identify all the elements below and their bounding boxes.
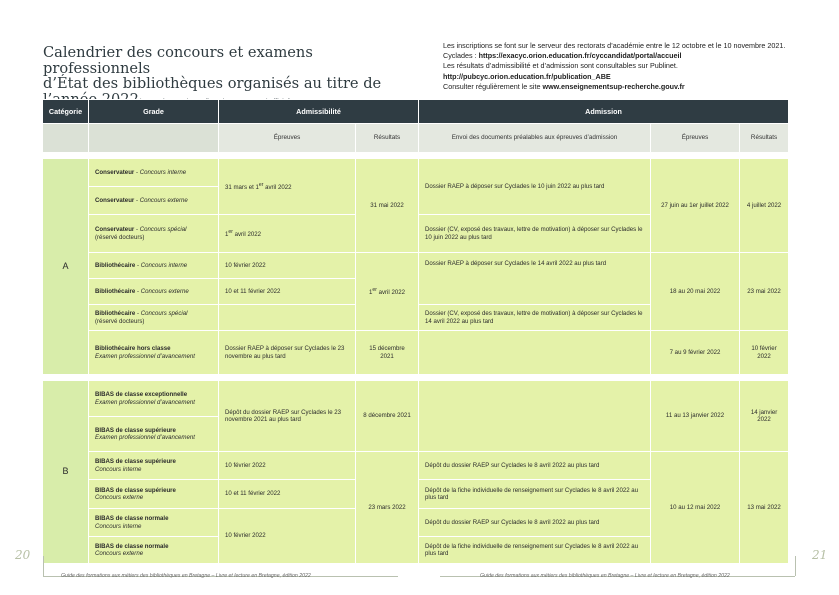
- intro-line-4: [443, 72, 823, 82]
- header-row-2: [43, 124, 789, 153]
- admission-resultats: 14 janvier 2022: [740, 381, 789, 452]
- admissibilite-epreuves: 31 mars et 1er avril 2022: [219, 159, 356, 215]
- admission-resultats: 13 mai 2022: [740, 452, 789, 564]
- intro-line-2: Cyclades : https://exacyc.orion.education.fr/cyccandidat/portal/accueil: [443, 51, 682, 61]
- header-epreuves-admission: Épreuves: [651, 124, 740, 153]
- admission-epreuves: 18 au 20 mai 2022: [651, 253, 740, 331]
- admissibilite-epreuves: Dossier RAEP à déposer sur Cyclades le 23 novembre au plus tard: [219, 331, 356, 375]
- header-blank-2: [89, 124, 219, 153]
- grade-cell: BIBAS de classe normale Concours externe: [89, 537, 219, 564]
- envoi-documents: [419, 331, 651, 375]
- grade-cell: Bibliothécaire - Concours interne: [89, 253, 219, 279]
- table-row: [43, 159, 789, 187]
- envoi-documents: Dépôt du dossier RAEP sur Cyclades le 8 avril 2022 au plus tard: [419, 509, 651, 537]
- admission-resultats: 23 mai 2022: [740, 253, 789, 331]
- table-row: [43, 381, 789, 417]
- footer-left: Guide des formations aux métiers des bibliothèques en Bretagne – Livre et lecture en Bretagne, édition 2022: [61, 573, 311, 579]
- admissibilite-epreuves: 10 février 2022: [219, 452, 356, 480]
- header-categorie: Catégorie: [43, 100, 89, 124]
- envoi-documents: Dépôt du dossier RAEP sur Cyclades le 8 avril 2022 au plus tard: [419, 452, 651, 480]
- admissibilite-epreuves: 10 février 2022: [219, 509, 356, 564]
- footer-right: Guide des formations aux métiers des bibliothèques en Bretagne – Livre et lecture en Bretagne, édition 2022: [480, 573, 730, 579]
- envoi-documents: Dossier RAEP à déposer sur Cyclades le 14 avril 2022 au plus tard: [419, 253, 651, 305]
- header-epreuves: Épreuves: [219, 124, 356, 153]
- admissibilite-epreuves: Dépôt du dossier RAEP sur Cyclades le 23 novembre 2021 au plus tard: [219, 381, 356, 452]
- envoi-documents: Dépôt de la fiche individuelle de renseignement sur Cyclades le 8 avril 2022 au plus tard: [419, 537, 651, 564]
- table-row: [43, 331, 789, 375]
- admissibilite-resultats: 8 décembre 2021: [356, 381, 419, 452]
- admissibilite-epreuves: 10 et 11 février 2022: [219, 480, 356, 509]
- admissibilite-resultats: 15 décembre 2021: [356, 331, 419, 375]
- admissibilite-epreuves: [219, 305, 356, 331]
- admission-epreuves: 11 au 13 janvier 2022: [651, 381, 740, 452]
- table-row: [43, 452, 789, 480]
- grade-cell: BIBAS de classe normale Concours interne: [89, 509, 219, 537]
- publinet-link[interactable]: http://pubcyc.orion.education.fr/publication_ABE: [443, 71, 611, 81]
- right-margin-rule: [795, 556, 796, 576]
- grade-cell: Bibliothécaire hors classe Examen professionnel d’avancement: [89, 331, 219, 375]
- cyclades-link[interactable]: https://exacyc.orion.education.fr/cyccandidat/portal/accueil: [478, 51, 682, 61]
- grade-cell: BIBAS de classe exceptionnelle Examen professionnel d’avancement: [89, 381, 219, 417]
- admissibilite-resultats: 31 mai 2022: [356, 159, 419, 253]
- admission-resultats: 4 juillet 2022: [740, 159, 789, 253]
- left-margin-rule: [43, 556, 44, 576]
- envoi-documents: Dépôt de la fiche individuelle de renseignement sur Cyclades le 8 avril 2022 au plus tard: [419, 480, 651, 509]
- grade-cell: BIBAS de classe supérieure Concours externe: [89, 480, 219, 509]
- intro-line-5: Consulter régulièrement le site www.enseignementsup-recherche.gouv.fr: [443, 81, 685, 91]
- header-envoi: Envoi des documents préalables aux épreuves d’admission: [419, 124, 651, 153]
- header-resultats-admission: Résultats: [740, 124, 789, 153]
- header-resultats: Résultats: [356, 124, 419, 153]
- calendar-table: [42, 99, 789, 564]
- grade-cell: Conservateur - Concours spécial (réservé docteurs): [89, 215, 219, 253]
- header-grade: Grade: [89, 100, 219, 124]
- grade-cell: Bibliothécaire - Concours externe: [89, 279, 219, 305]
- envoi-documents: Dossier RAEP à déposer sur Cyclades le 10 juin 2022 au plus tard: [419, 159, 651, 215]
- intro-line-3: Les résultats d’admissibilité et d’admission sont consultables sur Publinet.: [443, 61, 678, 71]
- admissibilite-epreuves: 10 et 11 février 2022: [219, 279, 356, 305]
- grade-cell: Bibliothécaire - Concours spécial (réservé docteurs): [89, 305, 219, 331]
- page-number-right: 21: [812, 548, 828, 562]
- header-admissibilite: Admissibilité: [219, 100, 419, 124]
- title-line-1: Calendrier des concours et examens professionnels: [43, 44, 313, 77]
- envoi-documents: [419, 381, 651, 452]
- category-b: B: [43, 381, 89, 564]
- category-a: A: [43, 159, 89, 375]
- envoi-documents: Dossier (CV, exposé des travaux, lettre de motivation) à déposer sur Cyclades le 10 juin 2022 au plus tard: [419, 215, 651, 253]
- admissibilite-epreuves: 10 février 2022: [219, 253, 356, 279]
- page-number-left: 20: [15, 548, 31, 562]
- admissibilite-resultats: 23 mars 2022: [356, 452, 419, 564]
- grade-cell: Conservateur - Concours interne: [89, 159, 219, 187]
- intro-line-1: Les inscriptions se font sur le serveur des rectorats d’académie entre le 12 octobre et le 10 novembre 2021.: [443, 41, 786, 50]
- intro-text: [443, 41, 823, 92]
- header-admission: Admission: [419, 100, 789, 124]
- admission-resultats: 10 février 2022: [740, 331, 789, 375]
- admission-epreuves: 10 au 12 mai 2022: [651, 452, 740, 564]
- header-row-1: [43, 100, 789, 124]
- ministry-link[interactable]: www.enseignementsup-recherche.gouv.fr: [542, 81, 685, 91]
- table-row: [43, 253, 789, 279]
- header-blank-1: [43, 124, 89, 153]
- grade-cell: Conservateur - Concours externe: [89, 187, 219, 215]
- envoi-documents: Dossier (CV, exposé des travaux, lettre de motivation) à déposer sur Cyclades le 14 avril 2022 au plus tard: [419, 305, 651, 331]
- admissibilite-resultats: 1er avril 2022: [356, 253, 419, 331]
- grade-cell: BIBAS de classe supérieure Concours interne: [89, 452, 219, 480]
- admission-epreuves: 7 au 9 février 2022: [651, 331, 740, 375]
- admissibilite-epreuves: 1er avril 2022: [219, 215, 356, 253]
- title-line-2: d’État des bibliothèques organisés au titre de: [43, 75, 382, 92]
- grade-cell: BIBAS de classe supérieure Examen professionnel d’avancement: [89, 417, 219, 452]
- admission-epreuves: 27 juin au 1er juillet 2022: [651, 159, 740, 253]
